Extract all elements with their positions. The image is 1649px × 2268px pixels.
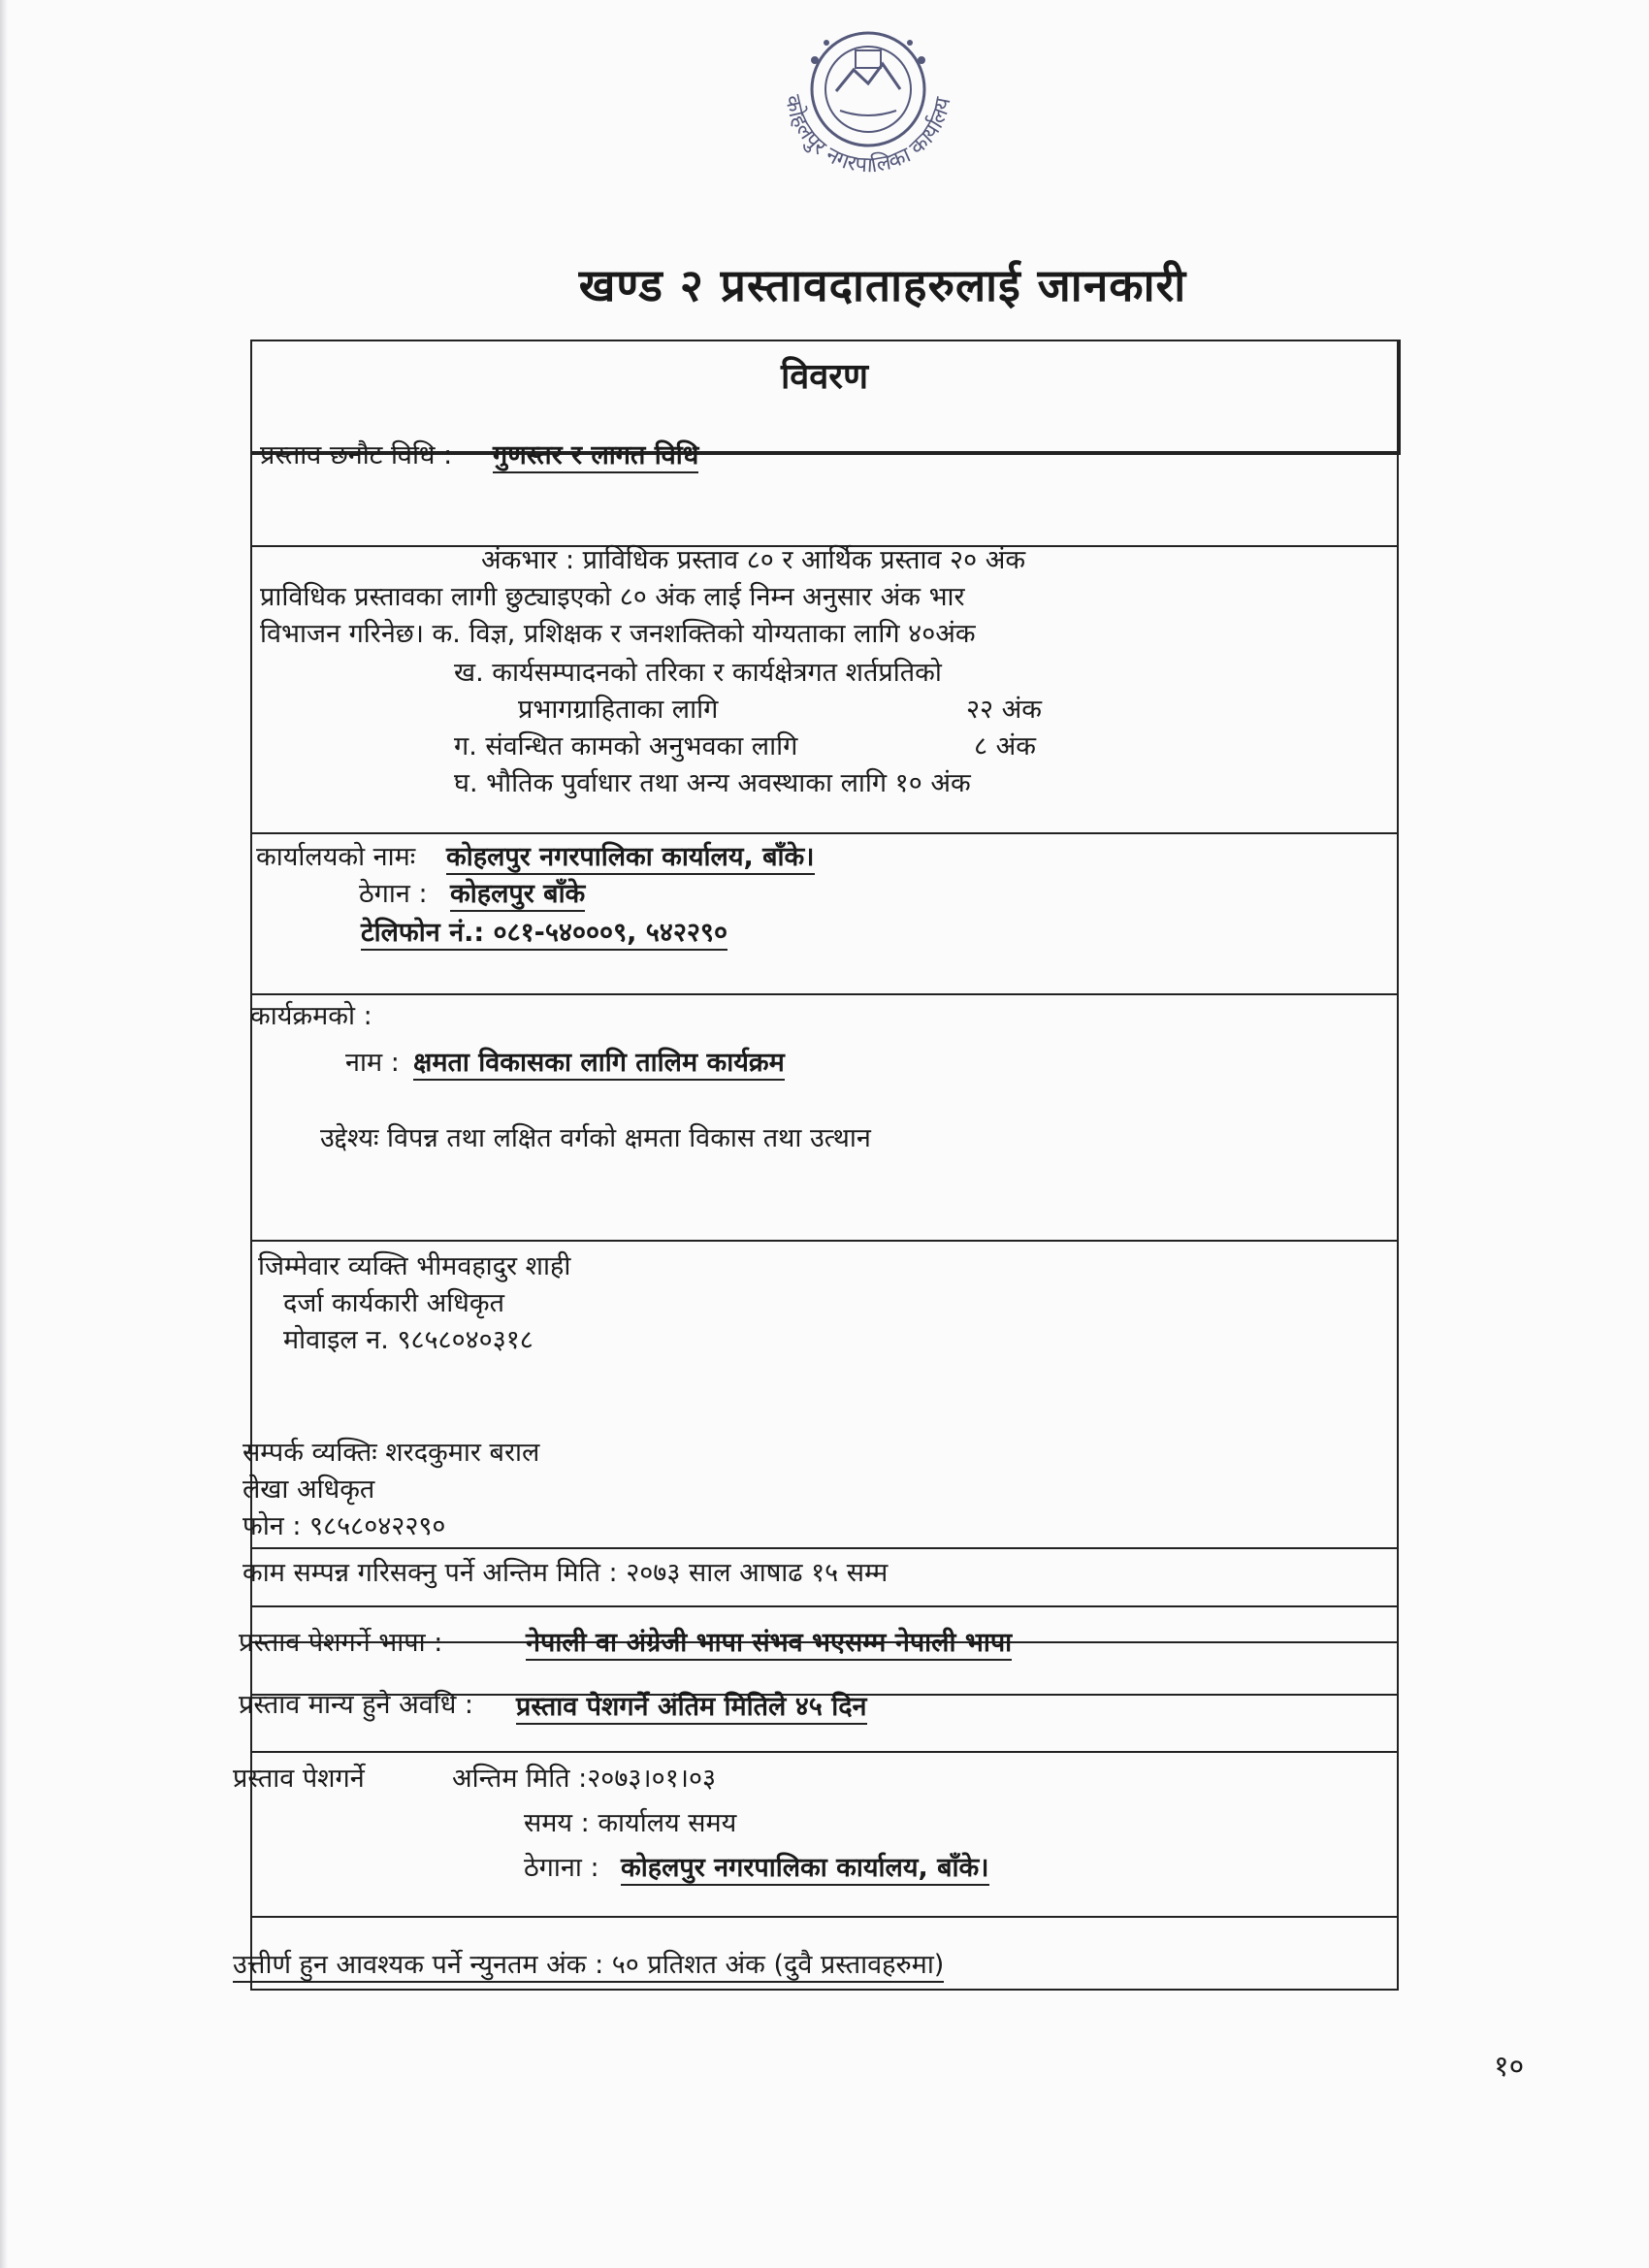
weightage-line-6-label: ग. संवन्धित कामको अनुभवका लागि xyxy=(454,731,798,761)
weightage-line-7: घ. भौतिक पुर्वाधार तथा अन्य अवस्थाका लागि १० अंक xyxy=(454,768,971,798)
contact-phone: फोन : ९८५८०४२२९० xyxy=(242,1511,446,1541)
weightage-line-6-value: ८ अंक xyxy=(974,731,1036,761)
language-label: प्रस्ताव पेशगर्ने भापा : xyxy=(239,1628,443,1658)
weightage-line-2: प्राविधिक प्रस्तावका लागी छुट्याइएको ८० अंक लाई निम्न अनुसार अंक भार xyxy=(260,582,965,612)
row-divider xyxy=(250,1916,1399,1918)
seal-text: कोहलपुर नगरपालिका कार्यालय xyxy=(779,92,956,178)
weightage-line-5-label: प्रभागग्राहिताका लागि xyxy=(518,695,719,725)
program-objective: उद्देश्यः विपन्न तथा लक्षित वर्गको क्षमता विकास तथा उत्थान xyxy=(320,1123,871,1153)
row-divider xyxy=(250,1751,1399,1753)
weightage-line-1: अंकभार : प्राविधिक प्रस्ताव ८० र आर्थिक प्रस्ताव २० अंक xyxy=(481,545,1026,575)
weightage-line-3: विभाजन गरिनेछ। क. विज्ञ, प्रशिक्षक र जनशक्तिको योग्यताका लागि ४०अंक xyxy=(260,619,976,649)
weightage-line-5-value: २२ अंक xyxy=(966,695,1043,725)
validity-value: प्रस्ताव पेशगर्ने अंतिम मितिले ४५ दिन xyxy=(516,1690,867,1725)
selection-method-label: प्रस्ताव छनौट विधि : xyxy=(260,440,453,470)
seal-graphic xyxy=(747,21,989,264)
table-title: विवरण xyxy=(780,357,869,397)
contact-rank: लेखा अधिकृत xyxy=(242,1474,375,1505)
row-divider xyxy=(250,1605,1399,1607)
completion-deadline: काम सम्पन्न गरिसक्नु पर्ने अन्तिम मिति : २०७३ साल आषाढ १५ सम्म xyxy=(242,1558,889,1588)
responsible-mobile: मोवाइल न. ९८५८०४०३१८ xyxy=(283,1325,534,1355)
heading-text: खण्ड २ प्रस्तावदाताहरुलाई जानकारी xyxy=(578,259,1187,311)
row-divider xyxy=(250,993,1399,995)
submission-label: प्रस्ताव पेशगर्ने xyxy=(233,1764,365,1794)
table-bottom-border xyxy=(250,1989,1399,1991)
row-divider xyxy=(250,832,1399,834)
program-name-label: नाम : xyxy=(345,1048,400,1078)
responsible-person: जिम्मेवार व्यक्ति भीमवहादुर शाही xyxy=(258,1251,571,1281)
submission-place-label: ठेगाना : xyxy=(524,1853,599,1883)
submission-time: समय : कार्यालय समय xyxy=(524,1808,737,1838)
selection-method-value: गुणस्तर र लागत विधि xyxy=(493,438,698,473)
page-edge xyxy=(0,0,8,2268)
responsible-rank: दर्जा कार्यकारी अधिकृत xyxy=(283,1288,505,1318)
office-name-label: कार्यालयको नामः xyxy=(256,842,416,872)
submission-place-value: कोहलपुर नगरपालिका कार्यालय, बाँके। xyxy=(621,1851,989,1886)
row-divider xyxy=(250,1240,1399,1242)
office-address-label: ठेगान : xyxy=(359,879,428,909)
program-name-value: क्षमता विकासका लागि तालिम कार्यक्रम xyxy=(413,1046,785,1081)
row-divider xyxy=(250,1547,1399,1549)
language-value: नेपाली वा अंग्रेजी भापा संभव भएसम्म नेपाली भापा xyxy=(526,1626,1012,1661)
weightage-line-4: ख. कार्यसम्पादनको तरिका र कार्यक्षेत्रगत शर्तप्रतिको xyxy=(454,658,942,688)
minimum-score: उत्तीर्ण हुन आवश्यक पर्ने न्युनतम अंक : ५० प्रतिशत अंक (दुवै प्रस्तावहरुमा) xyxy=(233,1948,944,1983)
submission-date: अन्तिम मिति :२०७३।०१।०३ xyxy=(452,1764,717,1794)
svg-text:कोहलपुर नगरपालिका कार्यालय कोह xyxy=(747,21,956,178)
official-seal xyxy=(747,21,989,264)
program-label: कार्यक्रमको : xyxy=(250,1001,372,1031)
office-address-value: कोहलपुर बाँके xyxy=(450,877,585,912)
office-name-value: कोहलपुर नगरपालिका कार्यालय, बाँके। xyxy=(446,840,815,875)
office-phone: टेलिफोन नं.: ०८१-५४०००९, ५४२२९० xyxy=(361,916,728,951)
page-number: १० xyxy=(1494,2050,1525,2084)
table-left-border xyxy=(250,340,252,1989)
validity-label: प्रस्ताव मान्य हुने अवधि : xyxy=(239,1690,474,1720)
table-right-border xyxy=(1397,340,1399,1989)
page-heading xyxy=(0,254,1649,314)
contact-person: सम्पर्क व्यक्तिः शरदकुमार बराल xyxy=(242,1438,540,1468)
